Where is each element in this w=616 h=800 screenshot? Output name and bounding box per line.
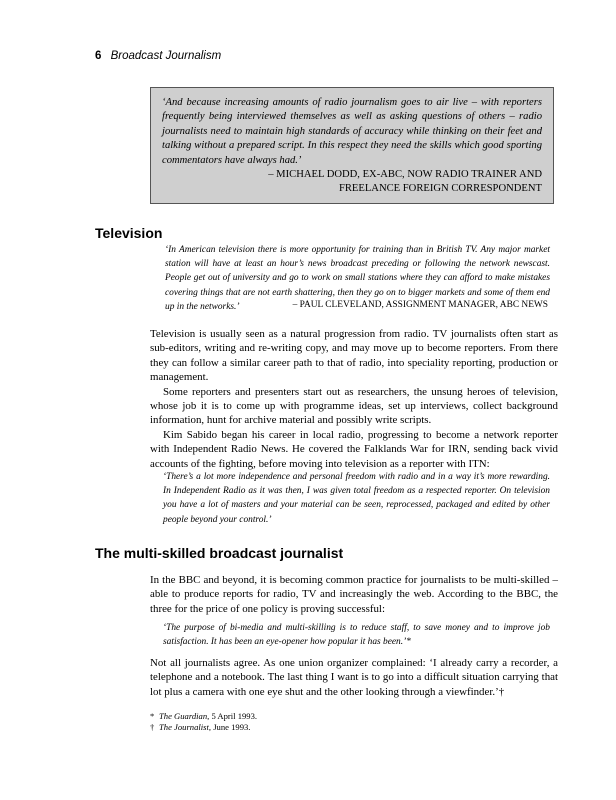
pull-quote-attribution-line1: – MICHAEL DODD, EX-ABC, NOW RADIO TRAINER AND [268, 169, 542, 181]
book-title: Broadcast Journalism [110, 50, 222, 62]
paragraph: Some reporters and presenters start out as researchers, the unsung heroes of television, whose job it is to come up with programme ideas, set up interviews, collect background information, hunt for archive material and possibly write scripts. [150, 385, 558, 427]
television-body [150, 327, 558, 471]
footnote-symbol: † [150, 721, 155, 732]
cleveland-quote: ‘In American television there is more opportunity for training than in British TV. Any major market station will have at least an hour’s news broadcast preceding or following the network newscast. People get out of university and go to work on small stations where they can afford to make mistakes covering things that are not earth shattering, then they go on to bigger markets and some of them end up in the networks.’ [165, 245, 550, 312]
footnotes [150, 711, 257, 732]
union-paragraph-block [150, 656, 558, 699]
running-header [95, 50, 221, 62]
section-heading-television: Television [95, 225, 163, 241]
footnote-date: , 5 April 1993. [207, 711, 258, 721]
footnote [150, 722, 257, 733]
cleveland-attribution: – PAUL CLEVELAND, ASSIGNMENT MANAGER, ABC NEWS [292, 300, 548, 310]
multi-skilled-body [150, 573, 558, 616]
paragraph: Not all journalists agree. As one union organizer complained: ‘I already carry a recorder, a telephone and a notebook. The last thing I want is to go into a difficult situation carrying that lot plus a camera with one eye shut and the other looking through a viewfinder.’† [150, 657, 558, 698]
paragraph: In the BBC and beyond, it is becoming common practice for journalists to be multi-skilled – able to produce reports for radio, TV and increasingly the web. According to the BBC, the three for the price of one policy is proving successful: [150, 574, 558, 615]
pull-quote-attribution-line2: FREELANCE FOREIGN CORRESPONDENT [338, 183, 542, 195]
footnote [150, 711, 257, 722]
bbc-quote: ‘The purpose of bi-media and multi-skilling is to reduce staff, to save money and to improve job satisfaction. It has been an eye-opener how popular it has been.’* [163, 623, 550, 648]
footnote-source: The Journalist [159, 721, 209, 732]
pull-quote-text: ‘And because increasing amounts of radio journalism goes to air live – with reporters frequently being interviewed themselves as well as asking questions of others – radio journalists need to maintain high standards of accuracy while thinking on their feet and talking without a prepared script. In this respect they need the skills which good sporting commentators have always had.’ [162, 97, 542, 166]
footnote-date: , June 1993. [208, 721, 251, 732]
sabido-quote: ‘There’s a lot more independence and personal freedom with radio and in a way it’s more rewarding. In Independent Radio as it was then, I was given total freedom as a respected reporter. On television you have a lot of masters and your material can be seen, reprocessed, packaged and edited by other people beyond your control.’ [163, 472, 550, 525]
page-number: 6 [95, 50, 102, 62]
paragraph: Kim Sabido began his career in local radio, progressing to become a network reporter with Independent Radio News. He covered the Falklands War for IRN, sending back vivid accounts of the fighting, before moving into television as a reporter with ITN: [150, 428, 558, 470]
pull-quote-box [150, 87, 554, 204]
footnote-source: The Guardian [159, 711, 208, 721]
footnote-symbol: * [150, 711, 155, 721]
section-heading-multi-skilled: The multi-skilled broadcast journalist [95, 545, 344, 561]
paragraph: Television is usually seen as a natural progression from radio. TV journalists often start as sub-editors, writing and re-writing copy, and may move up to become reporters. From there they can follow a similar career path to that of radio, into speciality reporting, production or management. [150, 328, 558, 384]
